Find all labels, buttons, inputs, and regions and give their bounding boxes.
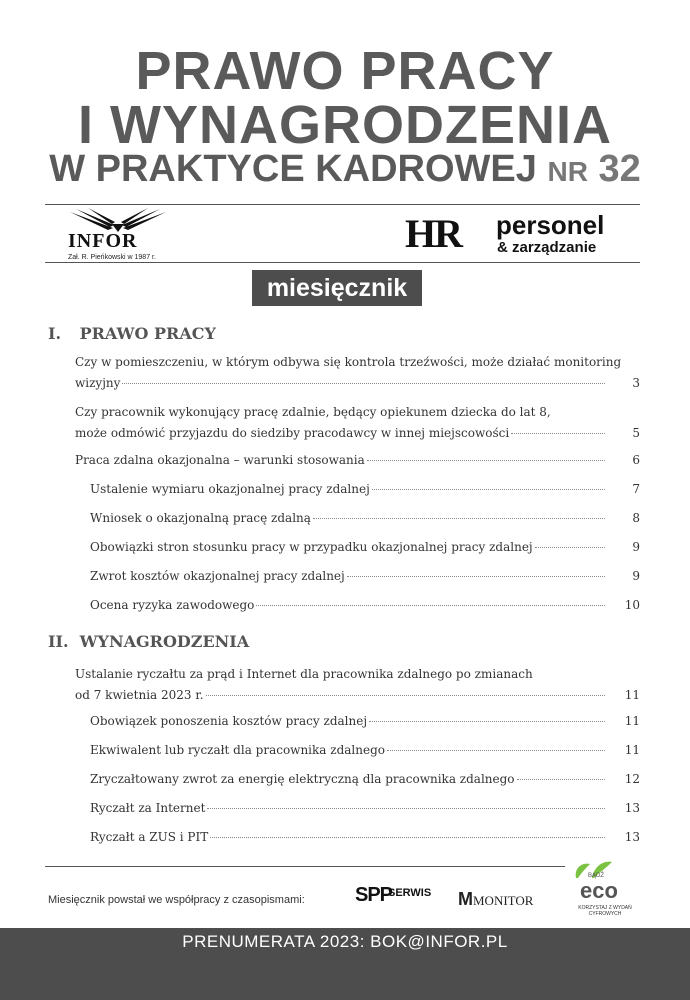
eco-logo (570, 858, 640, 918)
title-line-3 (0, 150, 690, 188)
toc-entry-line: Ryczałt a ZUS i PIT (90, 830, 209, 844)
toc-entry-line: Ustalenie wymiaru okazjonalnej pracy zdalnej (90, 482, 370, 496)
leader-dots (387, 749, 605, 751)
section-heading (48, 324, 216, 343)
infor-founded: Zał. R. Pieńkowski w 1987 r. (68, 254, 156, 261)
frequency-badge: miesięcznik (252, 270, 422, 306)
leader-dots (207, 807, 605, 809)
leader-dots (256, 604, 605, 606)
toc-page-number: 9 (632, 569, 640, 583)
monitor-mark-icon: M (458, 889, 473, 909)
issue-number: 32 (598, 148, 641, 190)
toc-page-number: 8 (632, 511, 640, 525)
leader-dots (511, 432, 605, 434)
toc-entry[interactable] (90, 508, 640, 529)
toc-page-number: 10 (624, 598, 640, 612)
subscription-text: PRENUMERATA 2023: BOK@INFOR.PL (182, 932, 508, 951)
leader-dots (367, 459, 605, 461)
subscription-label: PRENUMERATA 2023 (182, 932, 360, 951)
leader-dots (535, 546, 605, 548)
toc-entry-line: Ekwiwalent lub ryczałt dla pracownika zdalnego (90, 743, 385, 757)
toc-page-number: 9 (632, 540, 640, 554)
toc-entry-line: Ryczałt za Internet (90, 801, 206, 815)
toc-entry[interactable] (75, 450, 640, 471)
toc-page-number: 5 (632, 426, 640, 440)
toc-page-number: 11 (624, 714, 640, 728)
subscription-contact[interactable]: BOK@INFOR.PL (370, 932, 508, 951)
toc-entry-line: wizyjny (75, 376, 121, 390)
personel-logo: personel (496, 210, 605, 240)
issue-label: NR (547, 156, 588, 187)
toc-page-number: 11 (624, 688, 640, 702)
toc-entry[interactable] (90, 769, 640, 790)
toc-page-number: 13 (624, 801, 640, 815)
toc-entry[interactable] (90, 827, 640, 848)
toc-entry[interactable] (90, 740, 640, 761)
toc-entry-line: Zryczałtowany zwrot za energię elektryczną dla pracownika zdalnego (90, 772, 515, 786)
monitor-logo (458, 889, 533, 910)
toc-entry-line: Obowiązki stron stosunku pracy w przypadku okazjonalnej pracy zdalnej (90, 540, 533, 554)
section-number: II. (48, 632, 69, 651)
toc-page-number: 13 (624, 830, 640, 844)
infor-name: INFOR (68, 230, 138, 252)
hr-logo: HR (405, 211, 461, 256)
toc-entry-line: może odmówić przyjazdu do siedziby pracodawcy w innej miejscowości (75, 426, 510, 440)
title-line-3-text: W PRAKTYCE KADROWEJ (49, 148, 537, 190)
toc-entry-line: Czy w pomieszczeniu, w którym odbywa się kontrola trzeźwości, może działać monitoring (75, 355, 622, 369)
section-title: WYNAGRODZENIA (79, 632, 250, 651)
toc-page-number: 7 (632, 482, 640, 496)
toc-entry-line: Wniosek o okazjonalną pracę zdalną (90, 511, 311, 525)
toc-entry-line: Ustalanie ryczałtu za prąd i Internet dla pracownika zdalnego po zmianach (75, 667, 533, 681)
eco-word: eco (580, 878, 618, 903)
toc-entry-line: od 7 kwietnia 2023 r. (75, 688, 204, 702)
toc-entry-line: Praca zdalna okazjonalna – warunki stosowania (75, 453, 365, 467)
toc-entry[interactable] (90, 566, 640, 587)
monitor-name: MONITOR (473, 893, 534, 908)
toc-entry[interactable] (90, 711, 640, 732)
header-rule (45, 204, 640, 205)
infor-logo (68, 208, 198, 261)
toc-entry[interactable] (75, 402, 640, 444)
toc-page-number: 3 (632, 376, 640, 390)
cooperation-text: Miesięcznik powstał we współpracy z czasopismami: (48, 894, 305, 906)
toc-entry[interactable] (90, 537, 640, 558)
toc-entry-line: Obowiązek ponoszenia kosztów pracy zdalnej (90, 714, 368, 728)
eco-subtitle: KORZYSTAJ Z WYDAŃ CYFROWYCH (578, 905, 632, 917)
title-line-1: PRAWO PRACY (135, 41, 555, 101)
logo-rule (45, 262, 640, 263)
eco-small-label: BĄDŹ (588, 873, 605, 879)
section-title: PRAWO PRACY (79, 324, 216, 343)
zarzadzanie-logo: & zarządzanie (497, 239, 597, 256)
section-heading (48, 632, 249, 651)
title-line-2: I WYNAGRODZENIA (78, 95, 612, 155)
toc-entry[interactable] (75, 352, 640, 394)
leader-dots (517, 778, 605, 780)
section-number: I. (48, 324, 62, 343)
infor-wings-icon (68, 208, 168, 232)
toc-entry-line: Ocena ryzyka zawodowego (90, 598, 255, 612)
serwis-logo: SERWIS (388, 887, 432, 899)
toc-page-number: 11 (624, 743, 640, 757)
leader-dots (372, 488, 605, 490)
toc-entry-line: Czy pracownik wykonujący pracę zdalnie, będący opiekunem dziecka do lat 8, (75, 405, 551, 419)
leader-dots (347, 575, 605, 577)
toc-page-number: 12 (624, 772, 640, 786)
toc-entry[interactable] (90, 798, 640, 819)
leader-dots (206, 694, 605, 696)
leader-dots (369, 720, 605, 722)
spp-logo: SPP (355, 884, 393, 906)
toc-entry[interactable] (75, 664, 640, 706)
leader-dots (122, 382, 605, 384)
leader-dots (210, 836, 605, 838)
footer-rule (45, 866, 565, 867)
leader-dots (313, 517, 605, 519)
toc-entry-line: Zwrot kosztów okazjonalnej pracy zdalnej (90, 569, 345, 583)
toc-entry[interactable] (90, 479, 640, 500)
toc-page-number: 6 (632, 453, 640, 467)
toc-entry[interactable] (90, 595, 640, 616)
